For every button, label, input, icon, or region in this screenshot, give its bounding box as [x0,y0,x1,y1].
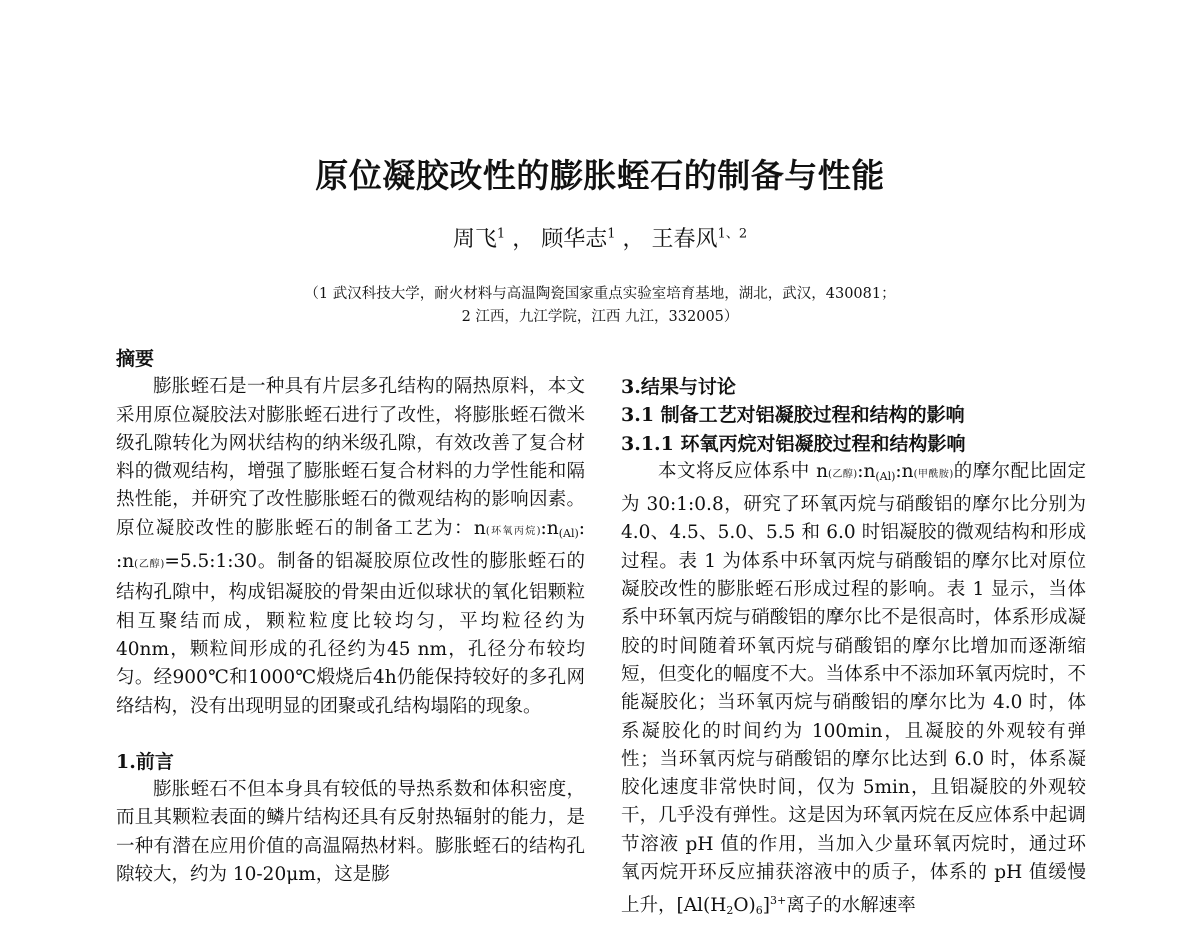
chemical-formula: ] [762,895,770,917]
formula-subscript: (乙醇) [828,468,858,480]
author-separator: ， [512,227,535,252]
formula-n: n [816,460,828,482]
formula-subscript: (乙醇) [134,559,165,571]
affiliation-line-2: 2 江西，九江学院，江西 九江，332005） [461,309,739,325]
chemical-formula: [Al(H [676,895,727,917]
author-affiliation-mark: 1 [607,226,616,242]
formula-colon: : [857,460,864,482]
formula-colon: : : [116,517,585,573]
formula-n: n [546,517,559,539]
paper-title: 原位凝胶改性的膨胀蛭石的制备与性能 [315,156,885,195]
formula-colon: : [540,517,547,539]
author-separator: ， [622,227,645,252]
intro-paragraph: 膨胀蛭石不但本身具有较低的导热系数和体积密度，而且其颗粒表面的鳞片结构还具有反射热辐射的能力，是一种有潜在应用价值的高温隔热材料。膨胀蛭石的结构孔隙较大，约为 10-20μm，这是膨 [116,779,585,886]
subsection-heading: 3.1 制备工艺对铝凝胶过程和结构的影响 [621,404,965,427]
author-name: 王春风 [651,227,718,252]
formula-n: n [122,551,135,573]
abstract-text: 膨胀蛭石是一种具有片层多孔结构的隔热原料，本文采用原位凝胶法对膨胀蛭石进行了改性，将膨胀蛭石微米级孔隙转化为网状结构的纳米级孔隙，有效改善了复合材料的微观结构，增强了膨胀蛭石复合材料的力学性能和隔热性能，并研究了改性膨胀蛭石的微观结构的影响因素。原位凝胶改性的膨胀蛭石的制备工艺为： [116,376,585,539]
intro-heading: 1.前言 [116,750,174,773]
author-affiliation-mark: 1 [496,226,506,242]
chemical-formula: O) [733,895,756,917]
right-column [621,373,1086,926]
abstract-text: =5.5:1:30。制备的铝凝胶原位改性的膨胀蛭石的结构孔隙中，构成铝凝胶的骨架由近似球状的氧化铝颗粒相互聚结而成，颗粒粒度比较均匀，平均粒径约为40nm，颗粒间形成的孔径约为45 nm，孔径分布较均匀。经900℃和1000℃煅烧后4h仍能保持较好的多孔网络结构，没有出现明显的团聚或孔结构塌陷的现象。 [116,551,585,717]
abstract-heading: 摘要 [116,348,155,370]
formula-n: n [901,460,914,482]
formula-subscript: 2 [726,904,734,918]
left-column [116,345,585,889]
author-affiliation-mark: 1、2 [717,226,748,242]
results-text: 的摩尔配比固定为 30:1:0.8，研究了环氧丙烷与硝酸铝的摩尔比分别为 4.0、4.5、5.0、5.5 和 6.0 时铝凝胶的微观结构和形成过程。表 1 为体系中环氧丙烷与硝酸铝的摩尔比对原位凝胶改性的膨胀蛭石形成过程的影响。表 1 显示，当体系中环氧丙烷与硝酸铝的摩尔比不是很高时，体系形成凝胶的时间随着环氧丙烷与硝酸铝的摩尔比增加而逐渐缩短，但变化的幅度不大。当体系中不添加环氧丙烷时，不能凝胶化；当环氧丙烷与硝酸铝的摩尔比为 4.0 时，体系凝胶化的时间约为 100min，且凝胶的外观较有弹性；当环氧丙烷与硝酸铝的摩尔比达到 6.0 时，体系凝胶化速度非常快时间，仅为 5min，且铝凝胶的外观较干，几乎没有弹性。这是因为环氧丙烷在反应体系中起调节溶液 pH 值的作用，当加入少量环氧丙烷时，通过环氧丙烷开环反应捕获溶液中的质子，体系的 pH 值缓慢上升， [621,460,1086,917]
author-name: 周飞 [452,227,497,252]
formula-n: n [473,517,486,539]
formula-colon: : [895,460,902,482]
results-text: 本文将反应体系中 [658,460,817,482]
formula-subscript: (Al) [875,469,896,483]
abstract-paragraph [116,373,585,721]
results-text: 离子的水解速率 [786,895,916,917]
formula-subscript: (环氧丙烷) [485,525,541,537]
formula-subscript: 6 [755,904,763,918]
author-list [0,222,1200,253]
results-heading: 3.结果与讨论 [621,376,736,398]
author-name: 顾华志 [541,227,608,252]
formula-subscript: (Al) [558,526,579,540]
formula-n: n [863,460,876,482]
section-gap [116,721,585,748]
formula-subscript: (甲酰胺) [913,468,954,480]
results-paragraph [621,458,1086,926]
subsubsection-heading: 3.1.1 环氧丙烷对铝凝胶过程和结构影响 [621,432,966,455]
formula-superscript: 3+ [769,894,787,908]
affiliation-line-1: （1 武汉科技大学，耐火材料与高温陶瓷国家重点实验室培育基地，湖北，武汉，430081； [304,286,896,302]
